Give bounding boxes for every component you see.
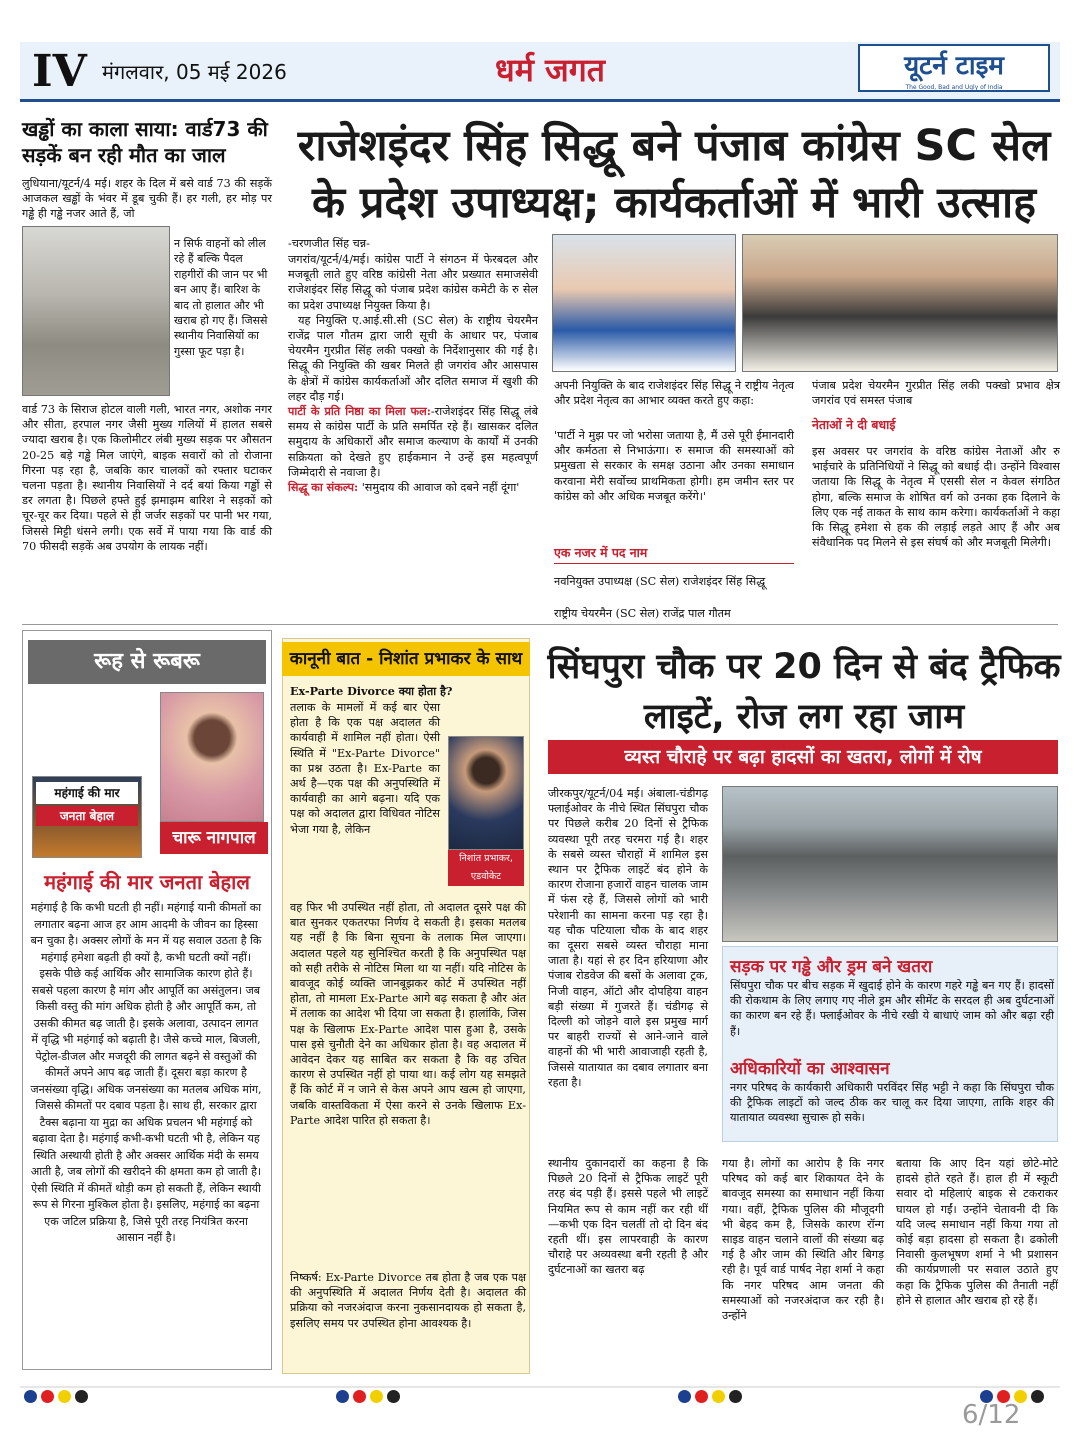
advocate-title-tag: एडवोकेट <box>448 868 524 886</box>
reg-dot-blue <box>678 1390 691 1403</box>
legal-para-1: तलाक के मामलों में कई बार ऐसा होता है कि एक पक्ष अदालत की कार्यवाही में शामिल नहीं होता। ऐसी स्थिति में "Ex-Parte Divorce" का प्रश्न उठता है। Ex-Parte का अर्थ है—एक पक्ष की अनुपस्थिति में कार्यवाही का आगे बढ़ना। यदि एक पक्ष को अदालत द्वारा विधिवत नोटिस भेजा गया है, लेकिन <box>290 701 440 836</box>
factbox-line-1: नवनियुक्त उपाध्यक्ष (SC सेल) राजेशइंदर सिंह सिद्धू <box>554 575 766 588</box>
oped-column-banner: रूह से रूबरू <box>28 640 266 684</box>
reg-dot-red <box>353 1390 366 1403</box>
reg-dot-black <box>75 1390 88 1403</box>
thumbnail-label-2: जनता बेहाल <box>36 806 138 826</box>
main-para-2: यह नियुक्ति ए.आई.सी.सी (SC सेल) के राष्ट्रीय चेयरमैन राजेंद्र पाल गौतम द्वारा जारी सूची के आधार पर, पंजाब चेयरमैन गुरप्रीत सिंह लकी पक्खो के निर्देशानुसार की गई है। सिद्धू की नियुक्ति की खबर मिलते ही जगरांव और आसपास के क्षेत्रों में कांग्रेस कार्यकर्ताओं और दलित समाज में खुशी की लहर दौड़ गई। <box>288 313 538 403</box>
legal-para-2: वह फिर भी उपस्थित नहीं होता, तो अदालत दूसरे पक्ष की बात सुनकर एकतरफा निर्णय दे सकती है। इसका मतलब यह नहीं है कि बिना सूचना के तलाक मिल जाएगा। अदालत पहले यह सुनिश्चित करती है कि अनुपस्थित पक्ष को सही तरीके से नोटिस मिला था या नहीं। यदि नोटिस के बावजूद कोई व्यक्ति जानबूझकर कोर्ट में उपस्थित नहीं होता, तो मामला Ex-Parte आगे बढ़ सकता है और अंत में तलाक का आदेश भी दिया जा सकता है। हालांकि, जिस पक्ष के खिलाफ Ex-Parte आदेश पास हुआ है, उसके पास इसे चुनौती देने का अधिकार होता है। वह अदालत में आवेदन देकर यह साबित कर सकता है कि वह उचित कारण से उपस्थित नहीं हो पाया था। कई लोग यह समझते हैं कि कोर्ट में न जाने से केस अपने आप खत्म हो जाएगा, जबकि वास्तविकता में ऐसा करने से उनके खिलाफ Ex-Parte आदेश पारित हो सकता है। <box>290 901 526 1127</box>
reg-dot-red <box>695 1390 708 1403</box>
traffic-para-4: बताया कि आए दिन यहां छोटे-मोटे हादसे होते रहते हैं। हाल ही में स्कूटी सवार दो महिलाएं बाइक से टकराकर घायल हो गईं। उन्होंने चेतावनी दी कि यदि जल्द समाधान नहीं किया गया तो कोई बड़ा हादसा हो सकता है। ढकोली निवासी कुलभूषण शर्मा ने भी प्रशासन की कार्यप्रणाली पर सवाल उठाते हुए कहा कि ट्रैफिक पुलिस की तैनाती नहीं होने से हालात और खराब हो रहे हैं। <box>896 1157 1058 1307</box>
factbox-title: एक नजर में पद नाम <box>554 544 794 564</box>
logo-tagline: The Good, Bad and Ugly of India <box>905 84 1003 91</box>
traffic-para-2: स्थानीय दुकानदारों का कहना है कि पिछले 20 दिनों से ट्रैफिक लाइटें पूरी तरह बंद पड़ी हैं। इससे पहले भी लाइटें नियमित रूप से काम नहीं कर रही थीं—कभी एक दिन चलतीं तो दो दिन बंद रहती थीं। इस लापरवाही के कारण चौराहे पर अव्यवस्था बनी रहती है और दुर्घटनाओं का खतरा बढ़ <box>548 1157 708 1277</box>
advocate-name-tag: निशांत प्रभाकर, <box>448 850 524 868</box>
siddhu-quote: 'पार्टी ने मुझ पर जो भरोसा जताया है, मैं उसे पूरी ईमानदारी और कर्मठता से निभाऊंगा। रु समाज की समस्याओं को प्रमुखता से सरकार के समक्ष उठाना और उनका समाधान करवाना मेरी सर्वोच्च प्राथमिकता होगी। हम जमीन स्तर पर कांग्रेस को और अधिक मजबूत करेंगे।' <box>554 429 794 503</box>
reg-dot-black <box>387 1390 400 1403</box>
pothole-para-2: न सिर्फ वाहनों को लील रहे हैं बल्कि पैदल राहगीरों की जान पर भी बन आए हैं। बारिश के बाद तो हालात और भी खराब हो गए हैं। जिससे स्थानीय निवासियों का गुस्सा फूट पड़ा है। <box>174 237 268 358</box>
photo-caption-2: पंजाब प्रदेश चेयरमैन गुरप्रीत सिंह लकी पक्खो प्रभाव क्षेत्र जगरांव एवं समस्त पंजाब <box>812 379 1060 408</box>
oped-headline: महंगाई की मार जनता बेहाल <box>44 870 250 894</box>
section-divider <box>22 624 1058 625</box>
reg-dot-red <box>41 1390 54 1403</box>
page-counter: 6/12 <box>962 1400 1021 1430</box>
author-name-tag: चारू नागपाल <box>160 822 268 854</box>
reg-dot-yellow <box>58 1390 71 1403</box>
main-para-1: जगरांव/यूटर्न/4/मई। कांग्रेस पार्टी ने संगठन में फेरबदल और मजबूती लाते हुए वरिष्ठ कांग्रेसी नेता और प्रख्यात समाजसेवी राजेशइंदर सिंह सिद्धू को पंजाब प्रदेश कांग्रेस कमेटी के रु सेल का प्रदेश उपाध्यक्ष नियुक्त किया है। <box>288 253 538 312</box>
reg-dot-yellow <box>712 1390 725 1403</box>
reg-dot-black <box>1031 1390 1044 1403</box>
traffic-strapline: व्यस्त चौराहे पर बढ़ा हादसों का खतरा, लोगों में रोष <box>548 740 1058 774</box>
section-title: धर्म जगत <box>495 51 605 89</box>
traffic-subhead-1: सड़क पर गड्ढे और ड्रम बने खतरा <box>730 957 933 977</box>
siddhu-photo <box>552 234 736 372</box>
main-para-4 <box>288 480 538 495</box>
page-number: IV <box>32 46 87 97</box>
traffic-subhead-1-text: सिंघपुरा चौक पर बीच सड़क में खुदाई होने के कारण गहरे गड्ढे बन गए हैं। हादसों की रोकथाम के लिए लगाए गए नीले ड्रम और सीमेंट के सरदल ही अब दुर्घटनाओं का कारण बन रहे हैं। फ्लाईओवर के नीचे रखी ये बाधाएं जाम को और बढ़ा रही हैं। <box>730 979 1054 1038</box>
main-body <box>288 252 538 495</box>
factbox-line-2: राष्ट्रीय चेयरमैन (SC सेल) राजेंद्र पाल गौतम <box>554 607 731 620</box>
logo-text: यूटर्न टाइम <box>904 51 1004 81</box>
reg-dot-blue <box>336 1390 349 1403</box>
legal-column-header: कानूनी बात - निशांत प्रभाकर के साथ <box>282 642 530 676</box>
main-para-4-text: 'समुदाय की आवाज को दबने नहीं दूंगा' <box>361 481 520 495</box>
main-byline: -चरणजीत सिंह चन्न- <box>288 237 370 250</box>
pothole-photo <box>22 226 170 396</box>
group-photo <box>742 234 1058 372</box>
traffic-para-1: जीरकपुर/यूटर्न/04 मई। अंबाला-चंडीगढ़ फ्लाईओवर के नीचे स्थित सिंघपुरा चौक पर पिछले करीब 20 दिनों से ट्रैफिक व्यवस्था पूरी तरह चरमरा गई है। शहर के सबसे व्यस्त चौराहों में शामिल इस स्थान पर ट्रैफिक लाइटें बंद होने के कारण रोजाना हजारों वाहन चालक जाम में फंस रहे हैं, जिससे लोगों को भारी परेशानी का सामना करना पड़ रहा है। यह चौक पटियाला चौक के बाद शहर का दूसरा सबसे व्यस्त चौराहा माना जाता है। यहां से हर दिन हरियाणा और पंजाब रोडवेज की बसों के अलावा ट्रक, निजी वाहन, ऑटो और दोपहिया वाहन बड़ी संख्या में गुजरते हैं। चंडीगढ़ से दिल्ली को जोड़ने वाले इस प्रमुख मार्ग पर बाहरी राज्यों से आने-जाने वाले वाहनों की भी भारी आवाजाही रहती है, जिससे यातायात का दबाव लगातार बना रहता है। <box>548 787 708 1089</box>
pothole-para-1: लुधियाना/यूटर्न/4 मई। शहर के दिल में बसे वार्ड 73 की सड़कें आजकल खड्ढों के भंवर में डूब चुकी हैं। हर गली, हर मोड़ पर गड्ढे ही गड्ढे नजर आते हैं, जो <box>22 177 272 221</box>
color-registration-dots <box>24 1390 88 1403</box>
reg-dot-yellow <box>370 1390 383 1403</box>
legal-question: Ex-Parte Divorce क्या होता है? <box>290 684 453 698</box>
main-para-3 <box>288 404 538 480</box>
issue-date: मंगलवार, 05 मई 2026 <box>102 60 287 84</box>
congrats-para: इस अवसर पर जगरांव के वरिष्ठ कांग्रेस नेताओं और रु भाईचारे के प्रतिनिधियों ने सिद्धू को बधाई दी। उन्होंने विश्वास जताया कि सिद्धू के नेतृत्व में एससी सेल न केवल संगठित होगा, बल्कि समाज के शोषित वर्ग को उनका हक दिलाने के लिए एक नई ताकत के साथ काम करेगा। कार्यकर्ताओं ने कहा कि सिद्धू हमेशा से हक की लड़ाई लड़ते आए हैं और अब संवैधानिक पद मिलने से इस संघर्ष को और मजबूती मिलेगी। <box>812 445 1060 550</box>
pothole-headline: खड्ढों का काला साया: वार्ड73 की सड़कें बन रही मौत का जाल <box>22 117 268 167</box>
footer-rule <box>20 1386 1060 1388</box>
traffic-subhead-2-text: नगर परिषद के कार्यकारी अधिकारी परविंदर सिंह भट्टी ने कहा कि सिंघपुरा चौक की ट्रैफिक लाइटों को जल्द ठीक कर चालू कर दिया जाएगा, ताकि शहर की यातायात व्यवस्था सुचारू हो सके। <box>730 1081 1054 1125</box>
advocate-photo <box>448 736 524 850</box>
oped-body: महंगाई है कि कभी घटती ही नहीं। महंगाई यानी कीमतों का लगातार बढ़ना आज हर आम आदमी के जीवन का हिस्सा बन चुका है। अक्सर लोगों के मन में यह सवाल उठता है कि महंगाई हमेशा बढ़ती ही क्यों है, कभी घटती क्यों नहीं। इसके पीछे कई आर्थिक और सामाजिक कारण होते हैं। सबसे पहला कारण है मांग और आपूर्ति का असंतुलन। जब किसी वस्तु की मांग अधिक होती है और आपूर्ति कम, तो उसकी कीमत बढ़ जाती है। इसके अलावा, उत्पादन लागत में वृद्धि भी महंगाई को बढ़ाती है। जैसे कच्चे माल, बिजली, पेट्रोल-डीजल और मजदूरी की लागत बढ़ने से वस्तुओं की कीमतें अपने आप बढ़ जाती हैं। दूसरा बड़ा कारण है जनसंख्या वृद्धि। अधिक जनसंख्या का मतलब अधिक मांग, जिससे कीमतों पर दबाव पड़ता है। साथ ही, सरकार द्वारा टैक्स बढ़ाना या मुद्रा का अधिक प्रचलन भी महंगाई को बढ़ावा देता है। महंगाई कभी-कभी घटती भी है, लेकिन यह स्थिति अस्थायी होती है और अक्सर आर्थिक मंदी के समय आती है, जब लोगों की खरीदने की क्षमता कम हो जाती है। ऐसी स्थिति में कीमतें थोड़ी कम हो सकती हैं, लेकिन स्थायी रूप से गिरना मुश्किल होता है। इसलिए, महंगाई का बढ़ना एक जटिल प्रक्रिया है, जिसे पूरी तरह नियंत्रित करना आसान नहीं है। <box>30 901 262 1244</box>
main-subhead-3: नेताओं ने दी बधाई <box>812 417 896 432</box>
traffic-photo <box>722 786 1058 942</box>
traffic-subhead-2: अधिकारियों का आश्वासन <box>730 1059 890 1079</box>
color-registration-dots <box>336 1390 400 1403</box>
reg-dot-black <box>729 1390 742 1403</box>
traffic-para-3: गया है। लोगों का आरोप है कि नगर परिषद को कई बार शिकायत देने के बावजूद समस्या का समाधान नहीं किया गया। वहीं, ट्रैफिक पुलिस की मौजूदगी भी बेहद कम है, जिसके कारण रॉन्ग साइड वाहन चलाने वालों की संख्या बढ़ गई है और जाम की स्थिति और बिगड़ रही है। पूर्व वार्ड पार्षद नेहा शर्मा ने कहा कि नगर परिषद आम जनता की समस्याओं को नजरअंदाज कर रही है। उन्होंने <box>722 1157 884 1323</box>
legal-conclusion: निष्कर्ष: Ex-Parte Divorce तब होता है जब एक पक्ष की अनुपस्थिति में अदालत निर्णय देती है। अदालत की प्रक्रिया को नजरअंदाज करना नुकसानदायक हो सकता है, इसलिए समय पर उपस्थित होना आवश्यक है। <box>290 1271 526 1330</box>
main-para-3-text: -राजेशइंदर सिंह सिद्धू लंबे समय से कांग्रेस पार्टी के प्रति समर्पित रहे हैं। खासकर दलित समुदाय के अधिकारों और समाज कल्याण के कार्यों में उनकी सक्रियता को देखते हुए हाईकमान ने उन्हें इस महत्वपूर्ण जिम्मेदारी से नवाजा है। <box>288 405 538 479</box>
photo-caption-1: अपनी नियुक्ति के बाद राजेशइंदर सिंह सिद्धू ने राष्ट्रीय नेतृत्व और प्रदेश नेतृत्व का आभार व्यक्त करते हुए कहा: <box>554 379 794 408</box>
author-photo <box>160 692 264 822</box>
traffic-headline: सिंघपुरा चौक पर 20 दिन से बंद ट्रैफिक लाइटें, रोज लग रहा जाम <box>547 647 1061 737</box>
color-registration-dots <box>678 1390 742 1403</box>
main-subhead-2: सिद्धू का संकल्प: <box>288 480 359 495</box>
main-headline: राजेशइंदर सिंह सिद्धू बने पंजाब कांग्रेस SC सेल के प्रदेश उपाध्यक्ष; कार्यकर्ताओं में भारी उत्साह <box>297 121 1051 228</box>
reg-dot-blue <box>24 1390 37 1403</box>
thumbnail-label-1: महंगाई की मार <box>36 782 138 804</box>
main-subhead-1: पार्टी के प्रति निष्ठा का मिला फल: <box>288 404 431 419</box>
pothole-para-3: वार्ड 73 के सिराज होटल वाली गली, भारत नगर, अशोक नगर और सीता, हरपाल नगर जैसी मुख्य गलियों में हालत सबसे ज्यादा खराब है। एक किलोमीटर लंबी मुख्य सड़क पर औसतन 20-25 बड़े गड्ढे मिल जाएंगे, बाइक सवारों को तो रोजाना गिरना पड़ रहा है, जबकि कार चालकों को रफ्तार घटाकर चलना पड़ता है। स्थानीय निवासियों ने दर्द बयां किया गड्ढों से डर लगता है। पिछले हफ्ते हुई झमाझम बारिश ने सड़कों को चूर-चूर कर दिया। पहले से ही जर्जर सड़कों पर पानी भर गया, जिससे मिट्टी धंसने लगी। एक सर्वे में पाया गया कि वार्ड की 70 फीसदी सड़कें अब उपयोग के लायक नहीं। <box>22 403 272 553</box>
